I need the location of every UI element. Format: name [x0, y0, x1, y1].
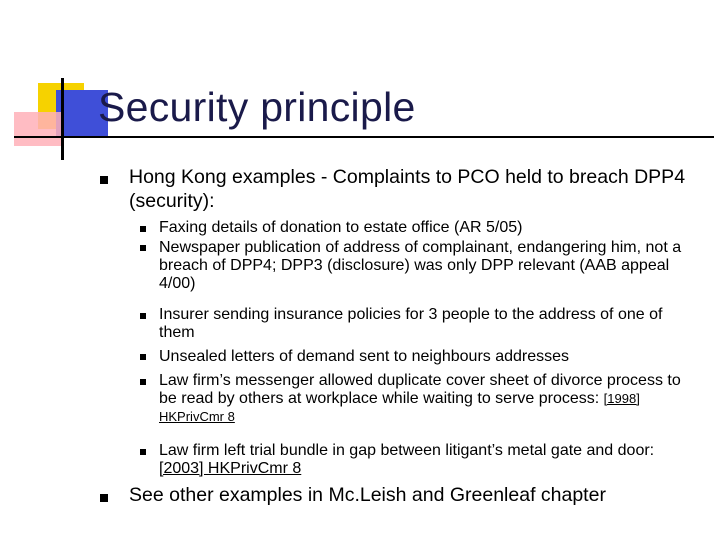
sub-bullet-text: Insurer sending insurance policies for 3 people to the address of one of them — [159, 306, 663, 341]
sub-bullet-marker — [140, 245, 146, 251]
sub-bullet-text: Unsealed letters of demand sent to neighbours addresses — [159, 348, 570, 365]
sub-bullet-marker — [140, 379, 146, 385]
sub-bullet-text: Newspaper publication of address of complainant, endangering him, not a breach of DPP4; DPP3 (disclosure) was only DPP relevant (AAB appeal 4/00) — [159, 239, 682, 292]
sub-bullet-marker — [140, 354, 146, 360]
sub-bullet-text: Law firm left trial bundle in gap between litigant’s metal gate and door: — [159, 442, 655, 459]
sub-bullet-marker — [140, 313, 146, 319]
sub-bullet-item — [159, 442, 699, 478]
sub-bullet-marker — [140, 226, 146, 232]
title-divider-line — [14, 136, 714, 138]
citation-link[interactable]: [2003] HKPrivCmr 8 — [159, 460, 302, 477]
slide-title: Security principle — [98, 84, 416, 130]
sub-bullet-item — [159, 372, 699, 426]
bullet-marker — [100, 494, 108, 502]
sub-bullet-text: Law firm’s messenger allowed duplicate cover sheet of divorce process to be read by others at workplace while waiting to serve process: — [159, 372, 681, 407]
decor-vertical-line — [61, 78, 64, 160]
bullet-text: Hong Kong examples - Complaints to PCO held to breach DPP4 (security): — [129, 166, 686, 212]
sub-bullet-text: Faxing details of donation to estate office (AR 5/05) — [159, 219, 523, 236]
citation-link[interactable]: [1998] HKPrivCmr 8 — [159, 391, 640, 424]
bullet-text: See other examples in Mc.Leish and Greenleaf chapter — [129, 484, 606, 506]
bullet-marker — [100, 176, 108, 184]
decor-pink-square — [14, 112, 62, 146]
sub-bullet-marker — [140, 449, 146, 455]
